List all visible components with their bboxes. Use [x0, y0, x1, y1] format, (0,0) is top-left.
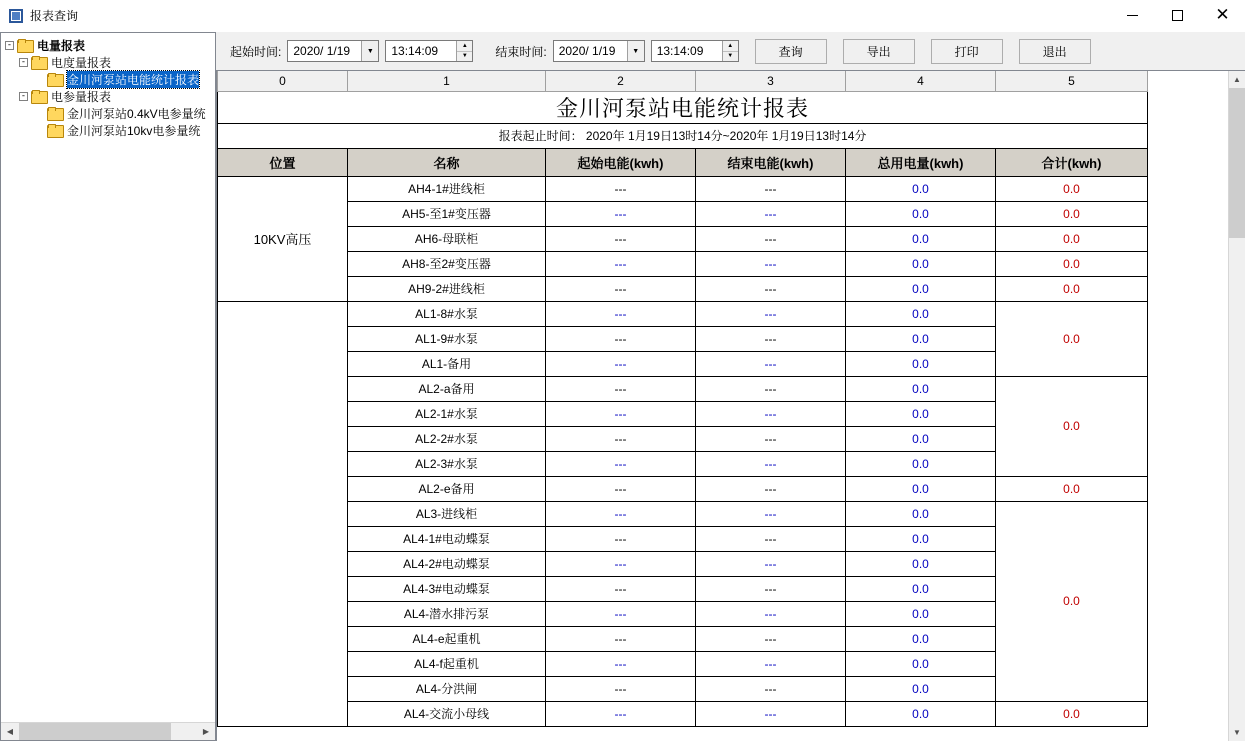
- tree-node-power-reports[interactable]: [5, 37, 215, 54]
- end-energy-cell: ---: [696, 676, 846, 701]
- total-energy-cell: 0.0: [846, 326, 996, 351]
- start-energy-cell: ---: [546, 326, 696, 351]
- sum-cell: 0.0: [996, 276, 1148, 301]
- close-button[interactable]: [1200, 0, 1245, 32]
- start-energy-cell: ---: [546, 276, 696, 301]
- name-cell: AL2-1#水泵: [348, 401, 546, 426]
- scroll-up-icon[interactable]: ▲: [1229, 71, 1245, 88]
- name-cell: AL2-3#水泵: [348, 451, 546, 476]
- end-date-input[interactable]: [553, 40, 645, 62]
- start-energy-cell: ---: [546, 501, 696, 526]
- name-cell: AH5-至1#变压器: [348, 201, 546, 226]
- main-body: [0, 32, 1245, 741]
- position-cell: 10KV高压: [218, 176, 348, 301]
- scroll-left-icon[interactable]: ◀: [1, 723, 19, 740]
- table-row[interactable]: [218, 301, 1148, 326]
- start-date-input[interactable]: [287, 40, 379, 62]
- report-title-row: [218, 91, 1148, 123]
- stepper-up-icon[interactable]: ▲: [723, 41, 738, 52]
- start-energy-cell: ---: [546, 701, 696, 726]
- end-energy-cell: ---: [696, 451, 846, 476]
- name-cell: AL2-2#水泵: [348, 426, 546, 451]
- report-tree: [1, 33, 215, 722]
- report-table-body: [218, 71, 1148, 726]
- table-row[interactable]: [218, 226, 1148, 251]
- tree-node-jinchuan-10kv-param[interactable]: [5, 122, 215, 139]
- end-energy-cell: ---: [696, 526, 846, 551]
- end-energy-cell: ---: [696, 426, 846, 451]
- end-energy-cell: ---: [696, 626, 846, 651]
- start-energy-cell: ---: [546, 226, 696, 251]
- scroll-track[interactable]: [1229, 88, 1245, 724]
- name-cell: AL2-a备用: [348, 376, 546, 401]
- column-header-cell[interactable]: 1: [348, 71, 546, 91]
- column-header-cell[interactable]: 5: [996, 71, 1148, 91]
- table-row[interactable]: [218, 376, 1148, 401]
- sum-cell: 0.0: [996, 501, 1148, 701]
- maximize-icon: [1172, 10, 1183, 21]
- sum-cell: 0.0: [996, 476, 1148, 501]
- end-energy-cell: ---: [696, 401, 846, 426]
- end-energy-cell: ---: [696, 501, 846, 526]
- total-energy-cell: 0.0: [846, 576, 996, 601]
- close-icon: ✕: [1215, 5, 1230, 25]
- name-cell: AL4-分洪闸: [348, 676, 546, 701]
- start-time-input[interactable]: [385, 40, 473, 62]
- folder-icon: [31, 90, 47, 103]
- tree-node-label: 金川河泵站10kv电参量统: [67, 124, 201, 138]
- sum-cell: 0.0: [996, 201, 1148, 226]
- total-energy-cell: 0.0: [846, 376, 996, 401]
- name-cell: AL4-交流小母线: [348, 701, 546, 726]
- chevron-down-icon[interactable]: ▼: [361, 41, 378, 61]
- end-time-label: 结束时间:: [495, 44, 547, 59]
- name-cell: AL4-e起重机: [348, 626, 546, 651]
- report-table: [217, 71, 1148, 727]
- expander-icon[interactable]: -: [20, 91, 27, 101]
- minimize-button[interactable]: [1110, 0, 1155, 32]
- maximize-button[interactable]: [1155, 0, 1200, 32]
- start-date-value: 2020/ 1/19: [293, 44, 351, 58]
- minimize-icon: [1127, 15, 1138, 16]
- tree-node-label: 金川河泵站0.4kV电参量统: [67, 107, 206, 121]
- report-subtitle: 报表起止时间： 2020年 1月19日13时14分~2020年 1月19日13时14分: [218, 123, 1148, 148]
- name-cell: AL4-f起重机: [348, 651, 546, 676]
- report-panel: [216, 32, 1245, 741]
- folder-icon: [47, 107, 63, 120]
- total-energy-cell: 0.0: [846, 251, 996, 276]
- end-time-stepper[interactable]: [722, 41, 738, 61]
- tree-node-energy-reports[interactable]: [5, 54, 215, 71]
- total-energy-cell: 0.0: [846, 201, 996, 226]
- total-energy-cell: 0.0: [846, 401, 996, 426]
- end-energy-cell: ---: [696, 551, 846, 576]
- scroll-track[interactable]: [19, 723, 197, 740]
- expander-icon: [35, 126, 44, 135]
- total-energy-cell: 0.0: [846, 501, 996, 526]
- start-energy-cell: ---: [546, 426, 696, 451]
- total-energy-cell: 0.0: [846, 626, 996, 651]
- table-header-cell: 合计(kwh): [996, 148, 1148, 176]
- start-energy-cell: ---: [546, 626, 696, 651]
- end-energy-cell: ---: [696, 276, 846, 301]
- report-tree-panel: [0, 32, 216, 741]
- end-date-value: 2020/ 1/19: [558, 44, 616, 58]
- app-icon: [9, 9, 23, 23]
- column-header-cell[interactable]: 3: [696, 71, 846, 91]
- scroll-thumb[interactable]: [19, 723, 171, 740]
- tree-node-jinchuan-04kv-param[interactable]: [5, 105, 215, 122]
- table-row[interactable]: [218, 701, 1148, 726]
- stepper-down-icon[interactable]: ▼: [727, 53, 734, 60]
- end-energy-cell: ---: [696, 301, 846, 326]
- total-energy-cell: 0.0: [846, 351, 996, 376]
- start-time-value: 13:14:09: [391, 44, 439, 58]
- report-subtitle-row: [218, 123, 1148, 148]
- start-energy-cell: ---: [546, 251, 696, 276]
- name-cell: AL4-3#电动蝶泵: [348, 576, 546, 601]
- position-cell-empty: [218, 301, 348, 726]
- table-header-row: [218, 148, 1148, 176]
- query-button[interactable]: 查询: [755, 39, 827, 64]
- table-header-cell: 名称: [348, 148, 546, 176]
- start-energy-cell: ---: [546, 376, 696, 401]
- tree-node-jinchuan-energy-stat[interactable]: [5, 71, 215, 88]
- name-cell: AL3-进线柜: [348, 501, 546, 526]
- column-header-row: [218, 71, 1148, 91]
- start-time-label: 起始时间:: [230, 44, 282, 59]
- tree-horizontal-scrollbar[interactable]: [1, 722, 215, 740]
- total-energy-cell: 0.0: [846, 451, 996, 476]
- sum-cell: 0.0: [996, 176, 1148, 201]
- print-button[interactable]: 打印: [931, 39, 1003, 64]
- window-title: 报表查询: [30, 9, 79, 23]
- name-cell: AH6-母联柜: [348, 226, 546, 251]
- start-energy-cell: ---: [546, 476, 696, 501]
- tree-node-param-reports[interactable]: [5, 88, 215, 105]
- sum-cell: 0.0: [996, 376, 1148, 476]
- sum-cell: 0.0: [996, 251, 1148, 276]
- tree-node-label: 电度量报表: [51, 56, 112, 70]
- column-header-cell[interactable]: 0: [218, 71, 348, 91]
- end-energy-cell: ---: [696, 326, 846, 351]
- tree-node-label: 金川河泵站电能统计报表: [67, 73, 200, 87]
- start-energy-cell: ---: [546, 451, 696, 476]
- name-cell: AL4-潜水排污泵: [348, 601, 546, 626]
- report-grid-scroll[interactable]: [217, 71, 1228, 741]
- total-energy-cell: 0.0: [846, 426, 996, 451]
- table-header-cell: 位置: [218, 148, 348, 176]
- table-row[interactable]: [218, 476, 1148, 501]
- table-row[interactable]: [218, 176, 1148, 201]
- table-row[interactable]: [218, 201, 1148, 226]
- expander-icon: [35, 75, 44, 84]
- name-cell: AH4-1#进线柜: [348, 176, 546, 201]
- grid-vertical-scrollbar[interactable]: [1228, 71, 1245, 741]
- column-header-cell[interactable]: 4: [846, 71, 996, 91]
- start-energy-cell: ---: [546, 176, 696, 201]
- name-cell: AH8-至2#变压器: [348, 251, 546, 276]
- end-energy-cell: ---: [696, 351, 846, 376]
- end-energy-cell: ---: [696, 376, 846, 401]
- folder-icon: [31, 56, 47, 69]
- folder-icon: [47, 124, 63, 137]
- sum-cell: 0.0: [996, 701, 1148, 726]
- start-energy-cell: ---: [546, 351, 696, 376]
- table-header-cell: 结束电能(kwh): [696, 148, 846, 176]
- start-energy-cell: ---: [546, 676, 696, 701]
- total-energy-cell: 0.0: [846, 176, 996, 201]
- end-time-value: 13:14:09: [656, 44, 704, 58]
- total-energy-cell: 0.0: [846, 601, 996, 626]
- tree-node-label: 电量报表: [37, 39, 86, 53]
- start-energy-cell: ---: [546, 651, 696, 676]
- folder-icon: [47, 73, 63, 86]
- name-cell: AL4-2#电动蝶泵: [348, 551, 546, 576]
- exit-button[interactable]: 退出: [1019, 39, 1091, 64]
- tree-node-label: 电参量报表: [51, 90, 112, 104]
- name-cell: AL4-1#电动蝶泵: [348, 526, 546, 551]
- scroll-thumb[interactable]: [1229, 88, 1245, 238]
- end-energy-cell: ---: [696, 651, 846, 676]
- report-title: 金川河泵站电能统计报表: [218, 91, 1148, 123]
- name-cell: AL1-备用: [348, 351, 546, 376]
- start-energy-cell: ---: [546, 401, 696, 426]
- end-energy-cell: ---: [696, 576, 846, 601]
- table-row[interactable]: [218, 501, 1148, 526]
- chevron-down-icon[interactable]: ▼: [627, 41, 644, 61]
- end-energy-cell: ---: [696, 476, 846, 501]
- start-time-stepper[interactable]: [456, 41, 472, 61]
- total-energy-cell: 0.0: [846, 701, 996, 726]
- scroll-down-icon[interactable]: ▼: [1229, 724, 1245, 741]
- window-controls: [1110, 0, 1245, 32]
- end-time-input[interactable]: [651, 40, 739, 62]
- start-energy-cell: ---: [546, 601, 696, 626]
- total-energy-cell: 0.0: [846, 526, 996, 551]
- name-cell: AL1-8#水泵: [348, 301, 546, 326]
- table-header-cell: 总用电量(kwh): [846, 148, 996, 176]
- export-button[interactable]: 导出: [843, 39, 915, 64]
- end-energy-cell: ---: [696, 201, 846, 226]
- start-energy-cell: ---: [546, 201, 696, 226]
- expander-icon: [35, 109, 44, 118]
- end-energy-cell: ---: [696, 226, 846, 251]
- end-energy-cell: ---: [696, 251, 846, 276]
- sum-cell: 0.0: [996, 226, 1148, 251]
- name-cell: AL1-9#水泵: [348, 326, 546, 351]
- end-energy-cell: ---: [696, 701, 846, 726]
- expander-icon[interactable]: -: [20, 57, 27, 67]
- scroll-right-icon[interactable]: ▶: [197, 723, 215, 740]
- column-header-cell[interactable]: 2: [546, 71, 696, 91]
- stepper-down-icon[interactable]: ▼: [461, 53, 468, 60]
- end-energy-cell: ---: [696, 601, 846, 626]
- folder-icon: [17, 39, 33, 52]
- end-energy-cell: ---: [696, 176, 846, 201]
- table-header-cell: 起始电能(kwh): [546, 148, 696, 176]
- start-energy-cell: ---: [546, 301, 696, 326]
- start-energy-cell: ---: [546, 551, 696, 576]
- start-energy-cell: ---: [546, 526, 696, 551]
- total-energy-cell: 0.0: [846, 276, 996, 301]
- report-grid-area: [216, 70, 1245, 741]
- total-energy-cell: 0.0: [846, 476, 996, 501]
- table-row[interactable]: [218, 251, 1148, 276]
- stepper-up-icon[interactable]: ▲: [457, 41, 472, 52]
- title-bar: [0, 0, 1245, 32]
- total-energy-cell: 0.0: [846, 676, 996, 701]
- name-cell: AL2-e备用: [348, 476, 546, 501]
- report-toolbar: [216, 32, 1245, 70]
- total-energy-cell: 0.0: [846, 301, 996, 326]
- total-energy-cell: 0.0: [846, 226, 996, 251]
- total-energy-cell: 0.0: [846, 651, 996, 676]
- name-cell: AH9-2#进线柜: [348, 276, 546, 301]
- total-energy-cell: 0.0: [846, 551, 996, 576]
- start-energy-cell: ---: [546, 576, 696, 601]
- table-row[interactable]: [218, 276, 1148, 301]
- sum-cell: 0.0: [996, 301, 1148, 376]
- expander-icon[interactable]: -: [6, 40, 13, 50]
